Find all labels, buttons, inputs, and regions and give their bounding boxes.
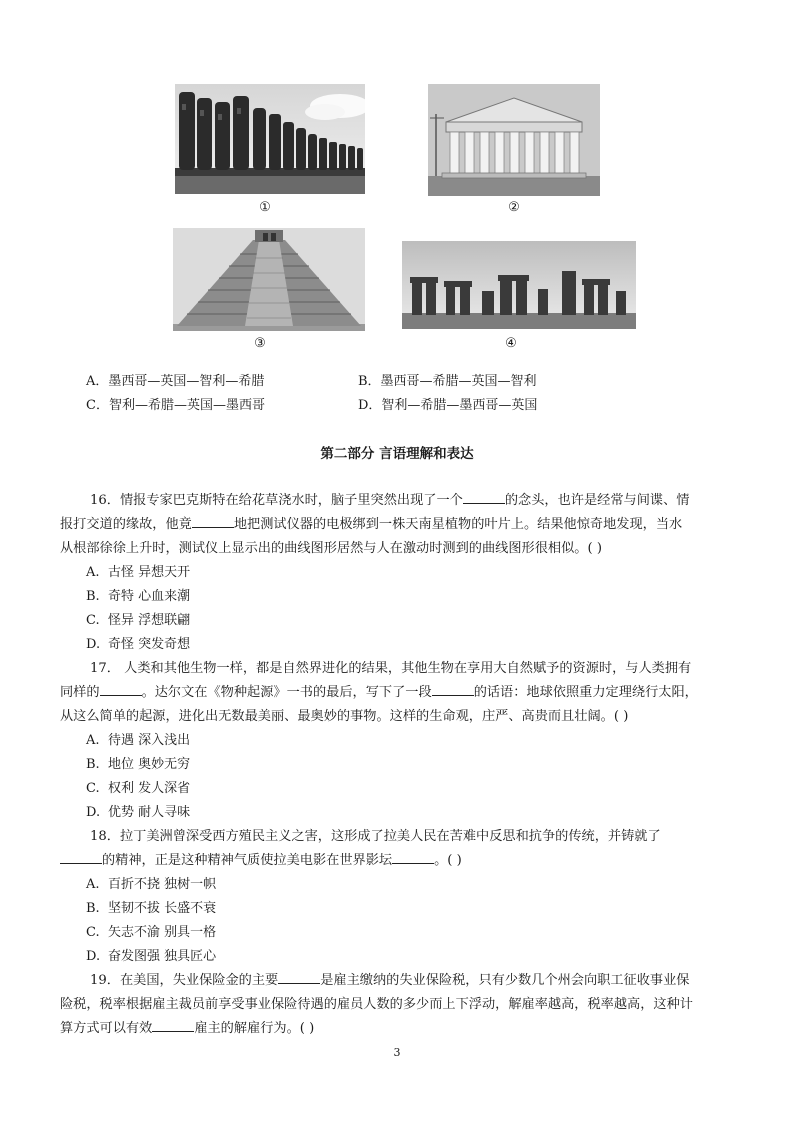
image-caption-2: ②	[508, 200, 520, 215]
q15-option-b: B．墨西哥—希腊—英国—智利	[358, 374, 537, 389]
q19-blank-2	[152, 1019, 194, 1032]
q18-blank-2	[392, 851, 434, 864]
q18-choice-c-key: C.	[86, 925, 100, 940]
q15-option-d: D．智利—希腊—墨西哥—英国	[358, 398, 538, 413]
q16-choice-c-text: 怪异 浮想联翩	[108, 613, 191, 628]
q19-line-1	[90, 969, 689, 988]
q19-line-2: 险税，税率根据雇主裁员前享受事业保险待遇的雇员人数的多少而上下浮动，解雇率越高，税率越高，这种计	[60, 997, 693, 1012]
q16-blank-1	[463, 491, 505, 504]
q18-choice-b-key: B.	[86, 901, 100, 916]
q16-choice-a-text: 古怪 异想天开	[108, 565, 191, 580]
q16-choice-d	[86, 633, 190, 652]
q19-text-1b: 是雇主缴纳的失业保险税，只有少数几个州会向职工征收事业保	[320, 973, 690, 988]
q18-choice-a-key: A.	[86, 877, 100, 892]
q19-text-3b: 雇主的解雇行为。( )	[194, 1021, 315, 1036]
q18-choice-b	[86, 897, 216, 916]
q16-blank-2	[192, 515, 234, 528]
q17-choice-a-text: 待遇 深入浅出	[108, 733, 191, 748]
section-title: 第二部分 言语理解和表达	[320, 446, 474, 462]
q16-choice-c-key: C.	[86, 613, 100, 628]
q18-text-2a: 的精神，正是这种精神气质使拉美电影在世界影坛	[102, 853, 393, 868]
chichen-itza-pyramid-photo	[173, 228, 365, 331]
q16-text-1b: 的念头，也许是经常与间谍、情	[504, 493, 690, 508]
q17-text-2b: 。达尔文在《物种起源》一书的最后，写下了一段	[141, 685, 432, 700]
q17-line-1: 17． 人类和其他生物一样，都是自然界进化的结果，其他生物在享用大自然赋予的资源时，与人类拥有	[90, 661, 692, 676]
q16-line-2	[60, 513, 682, 532]
q19-text-3a: 算方式可以有效	[60, 1021, 153, 1036]
q18-choice-d	[86, 945, 216, 964]
q17-choice-c	[86, 777, 190, 796]
q16-choice-a-key: A.	[86, 565, 100, 580]
q17-choice-b	[86, 753, 190, 772]
q17-choice-c-text: 权利 发人深省	[108, 781, 191, 796]
q18-choice-d-text: 奋发图强 独具匠心	[108, 949, 217, 964]
q16-choice-b-key: B.	[86, 589, 100, 604]
q16-text-2a: 报打交道的缘故，他竟	[60, 517, 192, 532]
q17-choice-d-text: 优势 耐人寻味	[108, 805, 191, 820]
q15-option-a: A．墨西哥—英国—智利—希腊	[86, 374, 265, 389]
q17-line-3: 从这么简单的起源，进化出无数最美丽、最奥妙的事物。这样的生命观，庄严、高贵而且壮阔。( )	[60, 709, 629, 724]
q16-line-1	[90, 489, 689, 508]
q18-line-2	[60, 849, 462, 868]
q15-option-c: C．智利—希腊—英国—墨西哥	[86, 398, 265, 413]
q17-blank-2	[432, 683, 474, 696]
q17-choice-a-key: A.	[86, 733, 100, 748]
q17-choice-a	[86, 729, 190, 748]
q17-blank-1	[100, 683, 142, 696]
q18-choice-a-text: 百折不挠 独树一帜	[108, 877, 217, 892]
q16-text-2b: 地把测试仪器的电极绑到一株天南星植物的叶片上。结果他惊奇地发现，当水	[233, 517, 683, 532]
q19-line-3	[60, 1017, 314, 1036]
q17-text-2c: 的话语：地球依照重力定理绕行太阳，	[473, 685, 698, 700]
q16-choice-d-text: 奇怪 突发奇想	[108, 637, 191, 652]
q17-choice-d	[86, 801, 190, 820]
q17-choice-d-key: D.	[86, 805, 101, 820]
q18-choice-d-key: D.	[86, 949, 101, 964]
q17-choice-c-key: C.	[86, 781, 100, 796]
q16-choice-d-key: D.	[86, 637, 101, 652]
q16-choice-a	[86, 561, 190, 580]
q16-choice-c	[86, 609, 190, 628]
q18-choice-a	[86, 873, 216, 892]
q18-choice-c	[86, 921, 216, 940]
q17-text-2a: 同样的	[60, 685, 100, 700]
q17-choice-b-key: B.	[86, 757, 100, 772]
q18-choice-c-text: 矢志不渝 别具一格	[108, 925, 217, 940]
q18-blank-1	[60, 851, 102, 864]
page-number: 3	[393, 1046, 401, 1059]
parthenon-photo	[428, 84, 600, 196]
q19-text-1a: 19．在美国，失业保险金的主要	[90, 973, 279, 988]
q17-line-2	[60, 681, 698, 700]
stonehenge-photo	[402, 241, 636, 329]
q16-text-1a: 16．情报专家巴克斯特在给花草浇水时，脑子里突然出现了一个	[90, 493, 463, 508]
q18-text-2b: 。( )	[434, 853, 462, 868]
q16-line-3: 从根部徐徐上升时，测试仪上显示出的曲线图形居然与人在激动时测到的曲线图形很相似。( )	[60, 541, 602, 556]
q17-choice-b-text: 地位 奥妙无穷	[108, 757, 191, 772]
q16-choice-b-text: 奇特 心血来潮	[108, 589, 191, 604]
q18-choice-b-text: 坚韧不拔 长盛不衰	[108, 901, 217, 916]
image-caption-3: ③	[254, 336, 266, 351]
easter-island-moai-photo	[175, 84, 365, 194]
image-caption-1: ①	[259, 200, 271, 215]
q16-choice-b	[86, 585, 190, 604]
image-caption-4: ④	[505, 336, 517, 351]
q19-blank-1	[278, 971, 320, 984]
q18-line-1: 18．拉丁美洲曾深受西方殖民主义之害，这形成了拉美人民在苦难中反思和抗争的传统，并铸就了	[90, 829, 661, 844]
